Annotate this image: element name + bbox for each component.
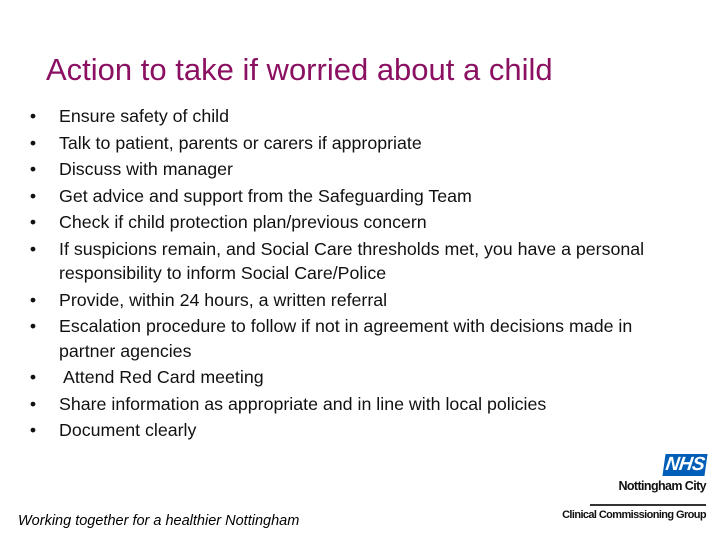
logo-divider [590, 504, 706, 506]
bullet-icon: • [29, 185, 37, 206]
bullet-text: If suspicions remain, and Social Care thresholds met, you have a personal responsibility to inform Social Care/Police [59, 238, 645, 283]
bullet-item-document-clearly [28, 418, 668, 443]
bullet-list [28, 104, 668, 445]
bullet-icon: • [29, 420, 37, 440]
bullet-text: Check if child protection plan/previous concern [59, 212, 427, 232]
footer-tagline: Working together for a healthier Nottingham [18, 513, 300, 529]
bullet-icon: • [29, 106, 37, 126]
bullet-icon: • [29, 238, 37, 259]
bullet-icon: • [29, 393, 37, 414]
bullet-text: Escalation procedure to follow if not in agreement with decisions made in partner agencies [59, 316, 633, 361]
bullet-item-discuss-manager [28, 157, 668, 182]
nhs-logo [562, 454, 706, 524]
bullet-text: Talk to patient, parents or carers if appropriate [59, 132, 422, 153]
bullet-text: Provide, within 24 hours, a written referral [59, 289, 388, 310]
logo-subtitle: Clinical Commissioning Group [562, 509, 706, 521]
bullet-text: Share information as appropriate and in line with local policies [59, 393, 547, 414]
bullet-icon: • [29, 367, 37, 387]
bullet-icon: • [29, 212, 37, 232]
bullet-item-share-information [28, 392, 668, 417]
bullet-icon: • [29, 159, 37, 179]
bullet-item-written-referral [28, 288, 668, 313]
bullet-icon: • [29, 132, 37, 153]
bullet-text: Document clearly [59, 420, 197, 440]
bullet-text: Get advice and support from the Safeguarding Team [59, 185, 472, 206]
logo-organisation: Nottingham City [618, 479, 706, 493]
bullet-text: Attend Red Card meeting [59, 367, 264, 387]
bullet-item-get-advice [28, 184, 668, 209]
bullet-icon: • [29, 316, 37, 336]
bullet-text: Discuss with manager [59, 159, 233, 179]
bullet-item-red-card-meeting [28, 365, 668, 390]
bullet-item-ensure-safety [28, 104, 668, 129]
bullet-text: Ensure safety of child [59, 106, 229, 126]
bullet-item-check-plan [28, 210, 668, 235]
nhs-lozenge-icon: NHS [664, 454, 706, 475]
slide-title: Action to take if worried about a child [46, 52, 553, 87]
bullet-icon: • [29, 289, 37, 310]
bullet-item-escalation [28, 314, 668, 363]
bullet-item-inform-social-care [28, 237, 668, 286]
bullet-item-talk-to-patient [28, 131, 668, 156]
